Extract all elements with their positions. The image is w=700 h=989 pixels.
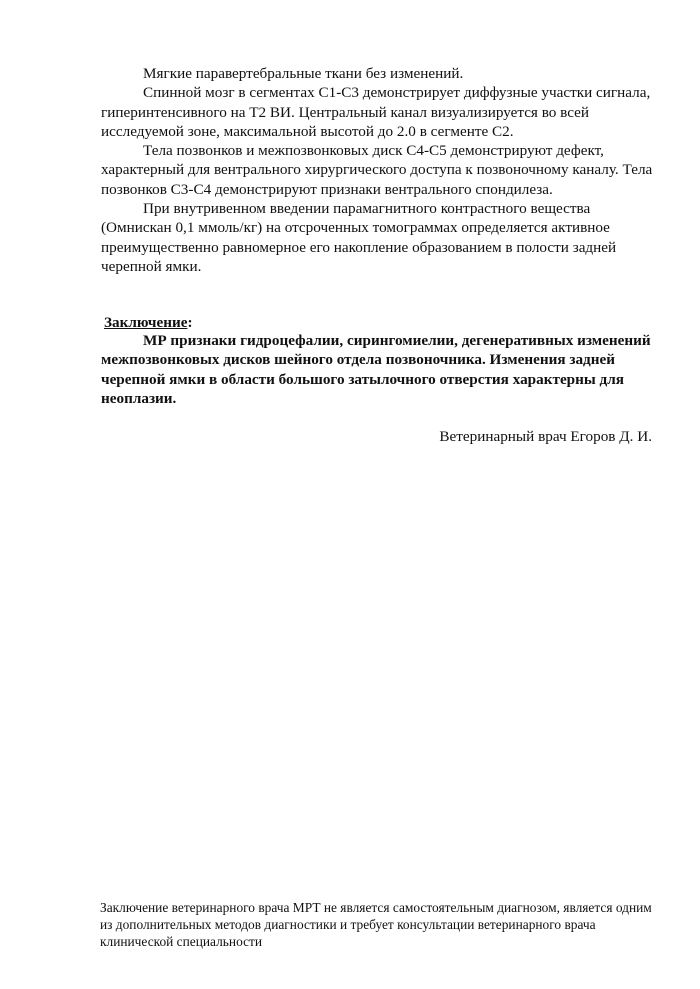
conclusion-text: МР признаки гидроцефалии, сирингомиелии, дегенеративных изменений межпозвонковых дисков шейного отдела позвоночника. Изменения задней черепной ямки в области большого затылочного отверстия характерны для неоплазии. (101, 332, 651, 407)
findings-paragraph-vertebrae: Тела позвонков и межпозвонковых диск С4-С5 демонстрируют дефект, характерный для вентрального хирургического доступа к позвоночному каналу. Тела позвонков С3-С4 демонстрируют признаки вентрального спондилеза. (101, 142, 653, 198)
conclusion-heading-colon: : (187, 314, 193, 331)
findings-paragraph-spinal-cord: Спинной мозг в сегментах С1-С3 демонстрирует диффузные участки сигнала, гиперинтенсивного на Т2 ВИ. Центральный канал визуализируется во всей исследуемой зоне, максимальной высотой до 2.0 в сегменте С2. (101, 84, 651, 140)
signature: Ветеринарный врач Егоров Д. И. (439, 428, 652, 445)
findings-paragraph-contrast: При внутривенном введении парамагнитного контрастного вещества (Омнискан 0,1 ммоль/кг) на отсроченных томограммах определяется активное преимущественно равномерное его накопление образованием в полости задней черепной ямки. (101, 200, 617, 275)
conclusion-heading (104, 313, 193, 332)
disclaimer-footer: Заключение ветеринарного врача МРТ не является самостоятельным диагнозом, является одним из дополнительных методов диагностики и требует консультации ветеринарного врача клинической специальности (100, 900, 652, 949)
conclusion-heading-label: Заключение (104, 314, 188, 331)
findings-section (101, 64, 654, 276)
findings-paragraph-soft-tissue: Мягкие паравертебральные ткани без изменений. (143, 65, 464, 82)
